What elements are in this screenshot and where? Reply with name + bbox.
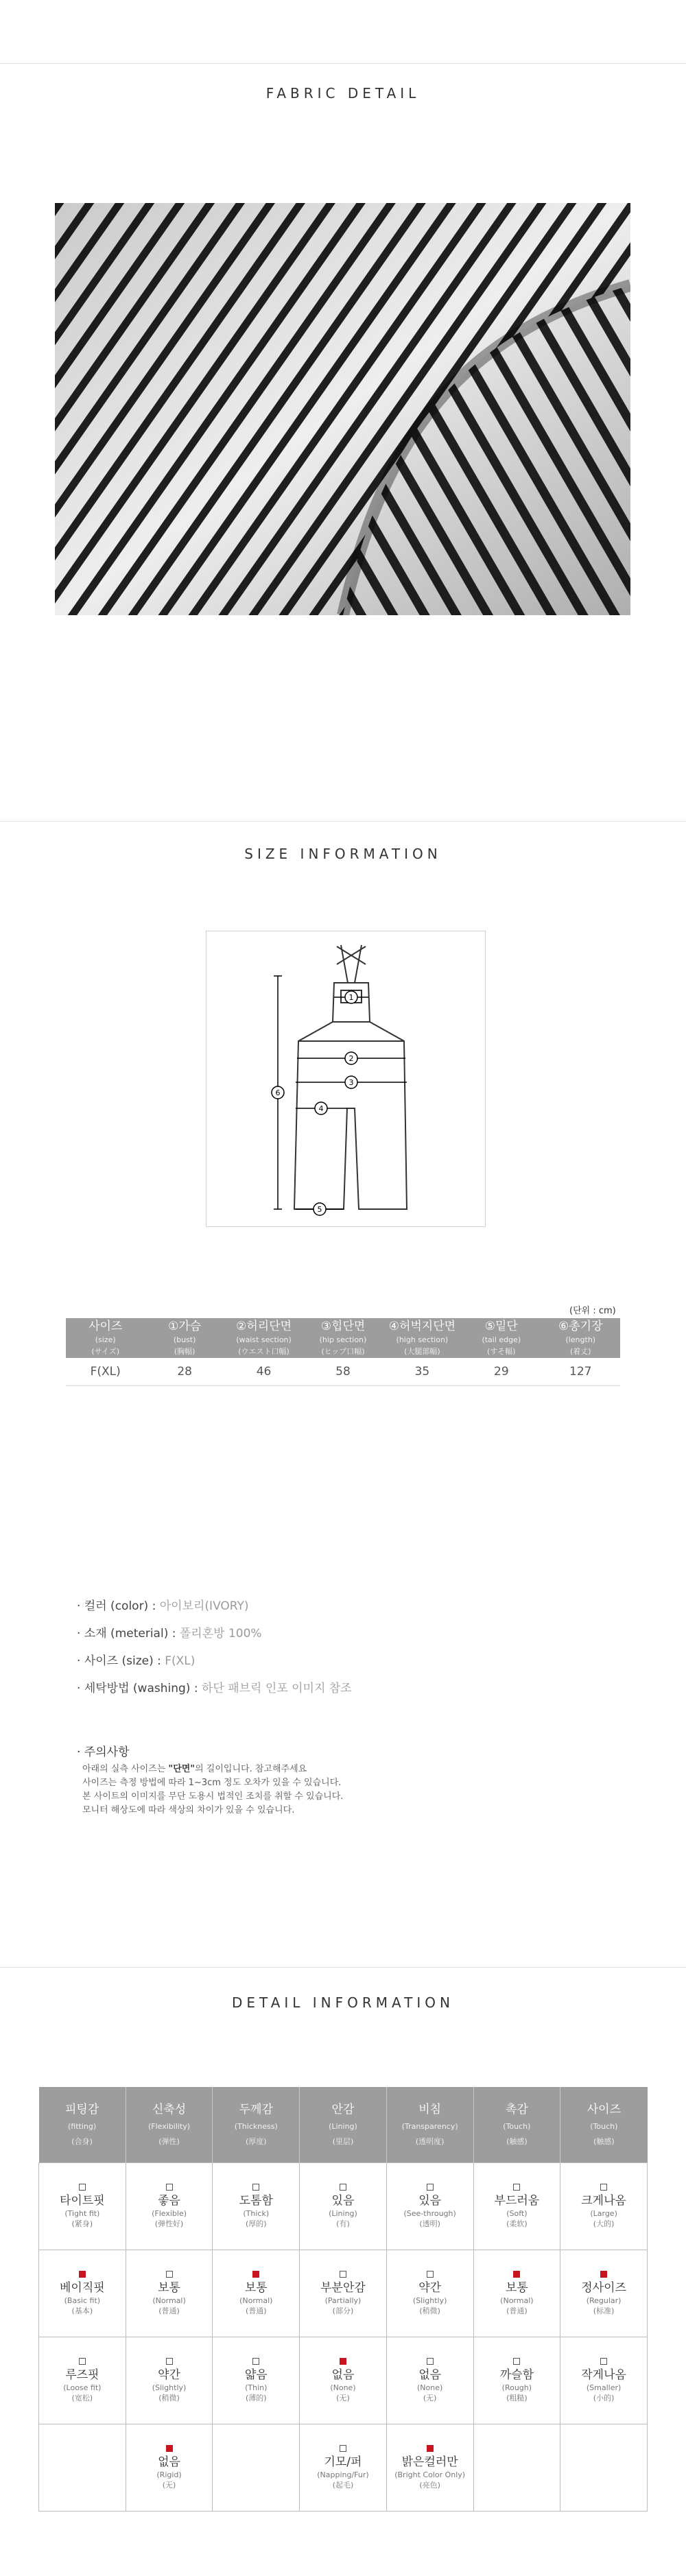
- detail-cell: [126, 2337, 213, 2424]
- detail-option-label: (Normal): [152, 2296, 186, 2305]
- unchecked-box-icon: [600, 2184, 607, 2191]
- header-hem: ⑤밑단 (tail edge) (すそ幅): [462, 1318, 541, 1358]
- size-table: [66, 1318, 620, 1386]
- detail-cell: [213, 2250, 300, 2337]
- detail-option-label: (稍微): [158, 2394, 180, 2402]
- checked-box-icon: [166, 2445, 173, 2452]
- notice-line: 사이즈는 측정 방법에 따라 1~3cm 정도 오차가 있을 수 있습니다.: [82, 1778, 342, 1788]
- detail-option: [156, 2445, 181, 2490]
- detail-option-label: (Large): [590, 2209, 617, 2218]
- detail-option: [413, 2271, 447, 2316]
- detail-cell: [39, 2337, 126, 2424]
- checked-box-icon: [340, 2358, 346, 2365]
- unchecked-box-icon: [79, 2184, 86, 2191]
- detail-option-label: (紧身): [71, 2219, 93, 2228]
- detail-option-label: 베이직핏: [60, 2281, 105, 2295]
- detail-option: [63, 2358, 101, 2403]
- detail-cell: [300, 2250, 387, 2337]
- detail-header-label: 피팅감: [64, 2103, 99, 2116]
- detail-header-row: [39, 2087, 648, 2163]
- info-material: · 소재 (meterial) : 폴리혼방 100%: [77, 1627, 262, 1641]
- detail-option-label: 약간: [158, 2368, 180, 2382]
- table-row: [39, 2163, 648, 2250]
- detail-option-label: 보통: [505, 2281, 528, 2295]
- detail-cell: [39, 2163, 126, 2250]
- detail-header-label: (里层): [332, 2137, 354, 2146]
- detail-table: [38, 2087, 648, 2512]
- detail-header-label: (fitting): [68, 2122, 97, 2131]
- detail-information-title: DETAIL INFORMATION: [232, 1994, 454, 2011]
- detail-option-label: 얇음: [244, 2368, 268, 2382]
- info-size: · 사이즈 (size) : F(XL): [77, 1654, 196, 1668]
- fabric-stripe-image: [55, 203, 630, 615]
- detail-option-label: 좋음: [158, 2194, 180, 2208]
- detail-option-label: (Rough): [501, 2383, 532, 2392]
- unchecked-box-icon: [340, 2445, 346, 2452]
- detail-cell: [386, 2337, 473, 2424]
- detail-option: [60, 2271, 105, 2316]
- detail-cell: [473, 2163, 560, 2250]
- detail-option-label: 정사이즈: [581, 2281, 626, 2295]
- detail-header-label: (Flexibility): [148, 2122, 191, 2131]
- detail-option: [317, 2445, 368, 2490]
- detail-option-label: 까슬함: [499, 2368, 534, 2382]
- unit-label: (단위 : cm): [569, 1306, 616, 1316]
- header-length: ⑥총기장 (length) (着丈): [541, 1318, 620, 1358]
- detail-cell: [560, 2424, 648, 2512]
- unchecked-box-icon: [166, 2358, 173, 2365]
- detail-option-label: (Napping/Fur): [317, 2470, 369, 2479]
- divider: [0, 63, 686, 64]
- detail-option: [500, 2271, 533, 2316]
- detail-header: [300, 2087, 387, 2163]
- detail-header-label: (Transparency): [401, 2122, 458, 2131]
- unchecked-box-icon: [166, 2184, 173, 2191]
- detail-option-label: (Loose fit): [63, 2383, 102, 2392]
- unchecked-box-icon: [427, 2271, 434, 2278]
- size-table-header: [66, 1318, 620, 1358]
- detail-cell: [560, 2250, 648, 2337]
- detail-option-label: 루즈핏: [65, 2368, 99, 2382]
- detail-cell: [126, 2163, 213, 2250]
- unchecked-box-icon: [427, 2184, 434, 2191]
- detail-cell: [300, 2337, 387, 2424]
- notice-title: · 주의사항: [77, 1745, 130, 1759]
- detail-option: [60, 2184, 105, 2229]
- detail-option-label: (厚的): [245, 2219, 267, 2228]
- info-washing: · 세탁방법 (washing) : 하단 패브릭 인포 이미지 참조: [77, 1682, 352, 1695]
- table-row: [66, 1358, 620, 1386]
- thigh-cell: 35: [383, 1358, 462, 1386]
- info-color: · 컬러 (color) : 아이보리(IVORY): [77, 1599, 249, 1613]
- detail-cell: [386, 2424, 473, 2512]
- detail-cell: [300, 2163, 387, 2250]
- detail-header: [39, 2087, 126, 2163]
- detail-option-label: (Soft): [506, 2209, 528, 2218]
- detail-option-label: (Tight fit): [64, 2209, 100, 2218]
- checked-box-icon: [79, 2271, 86, 2278]
- detail-option-label: (None): [417, 2383, 443, 2392]
- table-row: [39, 2424, 648, 2512]
- detail-header-label: (Lining): [329, 2122, 357, 2131]
- fabric-detail-title: FABRIC DETAIL: [265, 85, 421, 102]
- detail-option-label: 없음: [418, 2368, 442, 2382]
- unchecked-box-icon: [513, 2184, 520, 2191]
- detail-header-label: (触感): [506, 2137, 528, 2146]
- detail-option-label: (None): [330, 2383, 356, 2392]
- detail-header: [473, 2087, 560, 2163]
- detail-cell: [473, 2424, 560, 2512]
- detail-header-label: 안감: [331, 2103, 355, 2116]
- unchecked-box-icon: [252, 2358, 259, 2365]
- unchecked-box-icon: [427, 2358, 434, 2365]
- detail-option-label: (Rigid): [156, 2470, 182, 2479]
- detail-option: [394, 2445, 465, 2490]
- detail-header-label: 두께감: [239, 2103, 273, 2116]
- detail-option-label: (Lining): [329, 2209, 357, 2218]
- header-thigh: ④허벅지단면 (high section) (大腿部幅): [383, 1318, 462, 1358]
- detail-option: [320, 2271, 366, 2316]
- detail-header-label: (触感): [593, 2137, 615, 2146]
- notice-line: 모니터 해상도에 따라 색상의 차이가 있을 수 있습니다.: [82, 1805, 295, 1815]
- detail-cell: [213, 2163, 300, 2250]
- detail-option: [245, 2358, 268, 2403]
- checked-box-icon: [600, 2271, 607, 2278]
- detail-option-label: (透明): [419, 2219, 440, 2228]
- detail-option-label: (部分): [332, 2306, 354, 2315]
- divider: [0, 1967, 686, 1968]
- detail-option: [581, 2358, 626, 2403]
- header-waist: ②허리단면 (waist section) (ウエスト口幅): [224, 1318, 303, 1358]
- detail-option: [495, 2184, 540, 2229]
- detail-option-label: 기모/퍼: [324, 2455, 362, 2469]
- unchecked-box-icon: [79, 2358, 86, 2365]
- diagram-label-3: 3: [348, 1078, 354, 1087]
- hem-cell: 29: [462, 1358, 541, 1386]
- detail-option-label: (无): [423, 2394, 437, 2402]
- detail-option-label: 없음: [158, 2455, 180, 2469]
- detail-option: [404, 2184, 456, 2229]
- notice-line: 아래의 실측 사이즈는 "단면"의 길이입니다. 참고해주세요: [82, 1764, 307, 1774]
- diagram-label-6: 6: [275, 1088, 281, 1097]
- detail-cell: [386, 2163, 473, 2250]
- size-information-title: SIZE INFORMATION: [244, 846, 442, 862]
- detail-cell: [473, 2337, 560, 2424]
- detail-cell: [126, 2424, 213, 2512]
- detail-option-label: 크게나옴: [581, 2194, 626, 2208]
- detail-header-label: (弹性): [158, 2137, 180, 2146]
- detail-option-label: (Thin): [245, 2383, 268, 2392]
- detail-option-label: (柔软): [506, 2219, 528, 2228]
- detail-option-label: (Thick): [243, 2209, 270, 2218]
- detail-option: [417, 2358, 442, 2403]
- detail-cell: [386, 2250, 473, 2337]
- unchecked-box-icon: [513, 2358, 520, 2365]
- detail-cell: [213, 2424, 300, 2512]
- detail-option-label: (亮色): [419, 2481, 440, 2490]
- detail-header: [560, 2087, 648, 2163]
- detail-option-label: (Slightly): [412, 2296, 447, 2305]
- detail-header-label: 사이즈: [587, 2103, 621, 2116]
- detail-cell: [126, 2250, 213, 2337]
- detail-option-label: (弹性好): [154, 2219, 184, 2228]
- size-cell: F(XL): [66, 1358, 145, 1386]
- detail-option: [581, 2271, 626, 2316]
- detail-header-label: 촉감: [505, 2103, 528, 2116]
- detail-option-label: (Bright Color Only): [394, 2470, 466, 2479]
- detail-cell: [473, 2250, 560, 2337]
- detail-option: [330, 2358, 355, 2403]
- detail-option-label: 밝은컬러만: [401, 2455, 458, 2469]
- detail-cell: [560, 2163, 648, 2250]
- header-bust: ①가슴 (bust) (胸幅): [145, 1318, 224, 1358]
- detail-option-label: (Smaller): [586, 2383, 622, 2392]
- detail-option-label: (Regular): [586, 2296, 622, 2305]
- bust-cell: 28: [145, 1358, 224, 1386]
- detail-option-label: 부드러움: [494, 2194, 540, 2208]
- detail-option-label: (粗糙): [506, 2394, 528, 2402]
- length-cell: 127: [541, 1358, 620, 1386]
- unchecked-box-icon: [340, 2271, 346, 2278]
- detail-option-label: 부분안감: [320, 2281, 366, 2295]
- detail-option: [500, 2358, 534, 2403]
- detail-cell: [560, 2337, 648, 2424]
- detail-option-label: (无): [336, 2394, 350, 2402]
- table-row: [39, 2337, 648, 2424]
- detail-option-label: 타이트핏: [60, 2194, 105, 2208]
- detail-option-label: (薄的): [245, 2394, 267, 2402]
- unchecked-box-icon: [252, 2184, 259, 2191]
- detail-option-label: (稍微): [419, 2306, 440, 2315]
- detail-option-label: 작게나옴: [581, 2368, 626, 2382]
- detail-cell: [39, 2250, 126, 2337]
- size-diagram: [206, 931, 486, 1227]
- unchecked-box-icon: [600, 2358, 607, 2365]
- detail-header-label: 신축성: [152, 2103, 187, 2116]
- detail-option-label: (普通): [158, 2306, 180, 2315]
- detail-header-label: (Touch): [590, 2122, 618, 2131]
- diagram-label-5: 5: [317, 1205, 322, 1214]
- header-size: 사이즈 (size) (サイズ): [66, 1318, 145, 1358]
- detail-header-label: (厚度): [245, 2137, 267, 2146]
- diagram-label-1: 1: [348, 993, 354, 1002]
- detail-option-label: (See-through): [403, 2209, 456, 2218]
- detail-header-label: (透明度): [415, 2137, 445, 2146]
- detail-option-label: (基本): [71, 2306, 93, 2315]
- diagram-label-4: 4: [318, 1104, 324, 1113]
- detail-option-label: (Normal): [239, 2296, 273, 2305]
- diagram-label-2: 2: [348, 1054, 354, 1063]
- detail-header-label: (Thickness): [234, 2122, 278, 2131]
- detail-option-label: (小的): [593, 2394, 615, 2402]
- detail-option-label: (Normal): [500, 2296, 534, 2305]
- detail-option: [152, 2271, 185, 2316]
- detail-option: [581, 2184, 626, 2229]
- detail-option-label: 보통: [158, 2281, 180, 2295]
- detail-option-label: (Basic fit): [64, 2296, 101, 2305]
- detail-option: [329, 2184, 357, 2229]
- checked-box-icon: [513, 2271, 520, 2278]
- detail-cell: [39, 2424, 126, 2512]
- detail-option-label: (标准): [593, 2306, 615, 2315]
- detail-cell: [300, 2424, 387, 2512]
- detail-option-label: 있음: [418, 2194, 442, 2208]
- detail-option: [239, 2184, 273, 2229]
- hip-cell: 58: [303, 1358, 382, 1386]
- detail-header-label: (Touch): [503, 2122, 531, 2131]
- checked-box-icon: [427, 2445, 434, 2452]
- unchecked-box-icon: [340, 2184, 346, 2191]
- detail-option-label: (大的): [593, 2219, 615, 2228]
- overalls-illustration: [206, 931, 485, 1226]
- detail-option-label: 없음: [331, 2368, 355, 2382]
- checked-box-icon: [252, 2271, 259, 2278]
- detail-option-label: (Flexible): [152, 2209, 187, 2218]
- header-hip: ③힙단면 (hip section) (ヒップ口幅): [303, 1318, 382, 1358]
- notice-line: 본 사이트의 이미지를 무단 도용시 법적인 조치를 취할 수 있습니다.: [82, 1791, 344, 1802]
- detail-option: [152, 2184, 187, 2229]
- detail-option-label: (普通): [506, 2306, 528, 2315]
- detail-option: [152, 2358, 187, 2403]
- detail-option-label: (Slightly): [152, 2383, 187, 2392]
- divider: [0, 821, 686, 822]
- detail-option-label: (有): [336, 2219, 350, 2228]
- detail-option-label: 도톰함: [239, 2194, 273, 2208]
- detail-header: [213, 2087, 300, 2163]
- detail-option-label: 있음: [331, 2194, 355, 2208]
- detail-cell: [213, 2337, 300, 2424]
- detail-option: [239, 2271, 272, 2316]
- detail-option-label: (普通): [245, 2306, 267, 2315]
- detail-option-label: (Partially): [324, 2296, 362, 2305]
- detail-option-label: (起毛): [332, 2481, 354, 2490]
- detail-option-label: (宽松): [71, 2394, 93, 2402]
- detail-option-label: (无): [162, 2481, 176, 2490]
- detail-header-label: 비침: [418, 2103, 442, 2116]
- detail-header: [126, 2087, 213, 2163]
- detail-option-label: 보통: [244, 2281, 268, 2295]
- detail-header-label: (合身): [71, 2137, 93, 2146]
- detail-header: [386, 2087, 473, 2163]
- waist-cell: 46: [224, 1358, 303, 1386]
- table-row: [39, 2250, 648, 2337]
- unchecked-box-icon: [166, 2271, 173, 2278]
- detail-option-label: 약간: [418, 2281, 442, 2295]
